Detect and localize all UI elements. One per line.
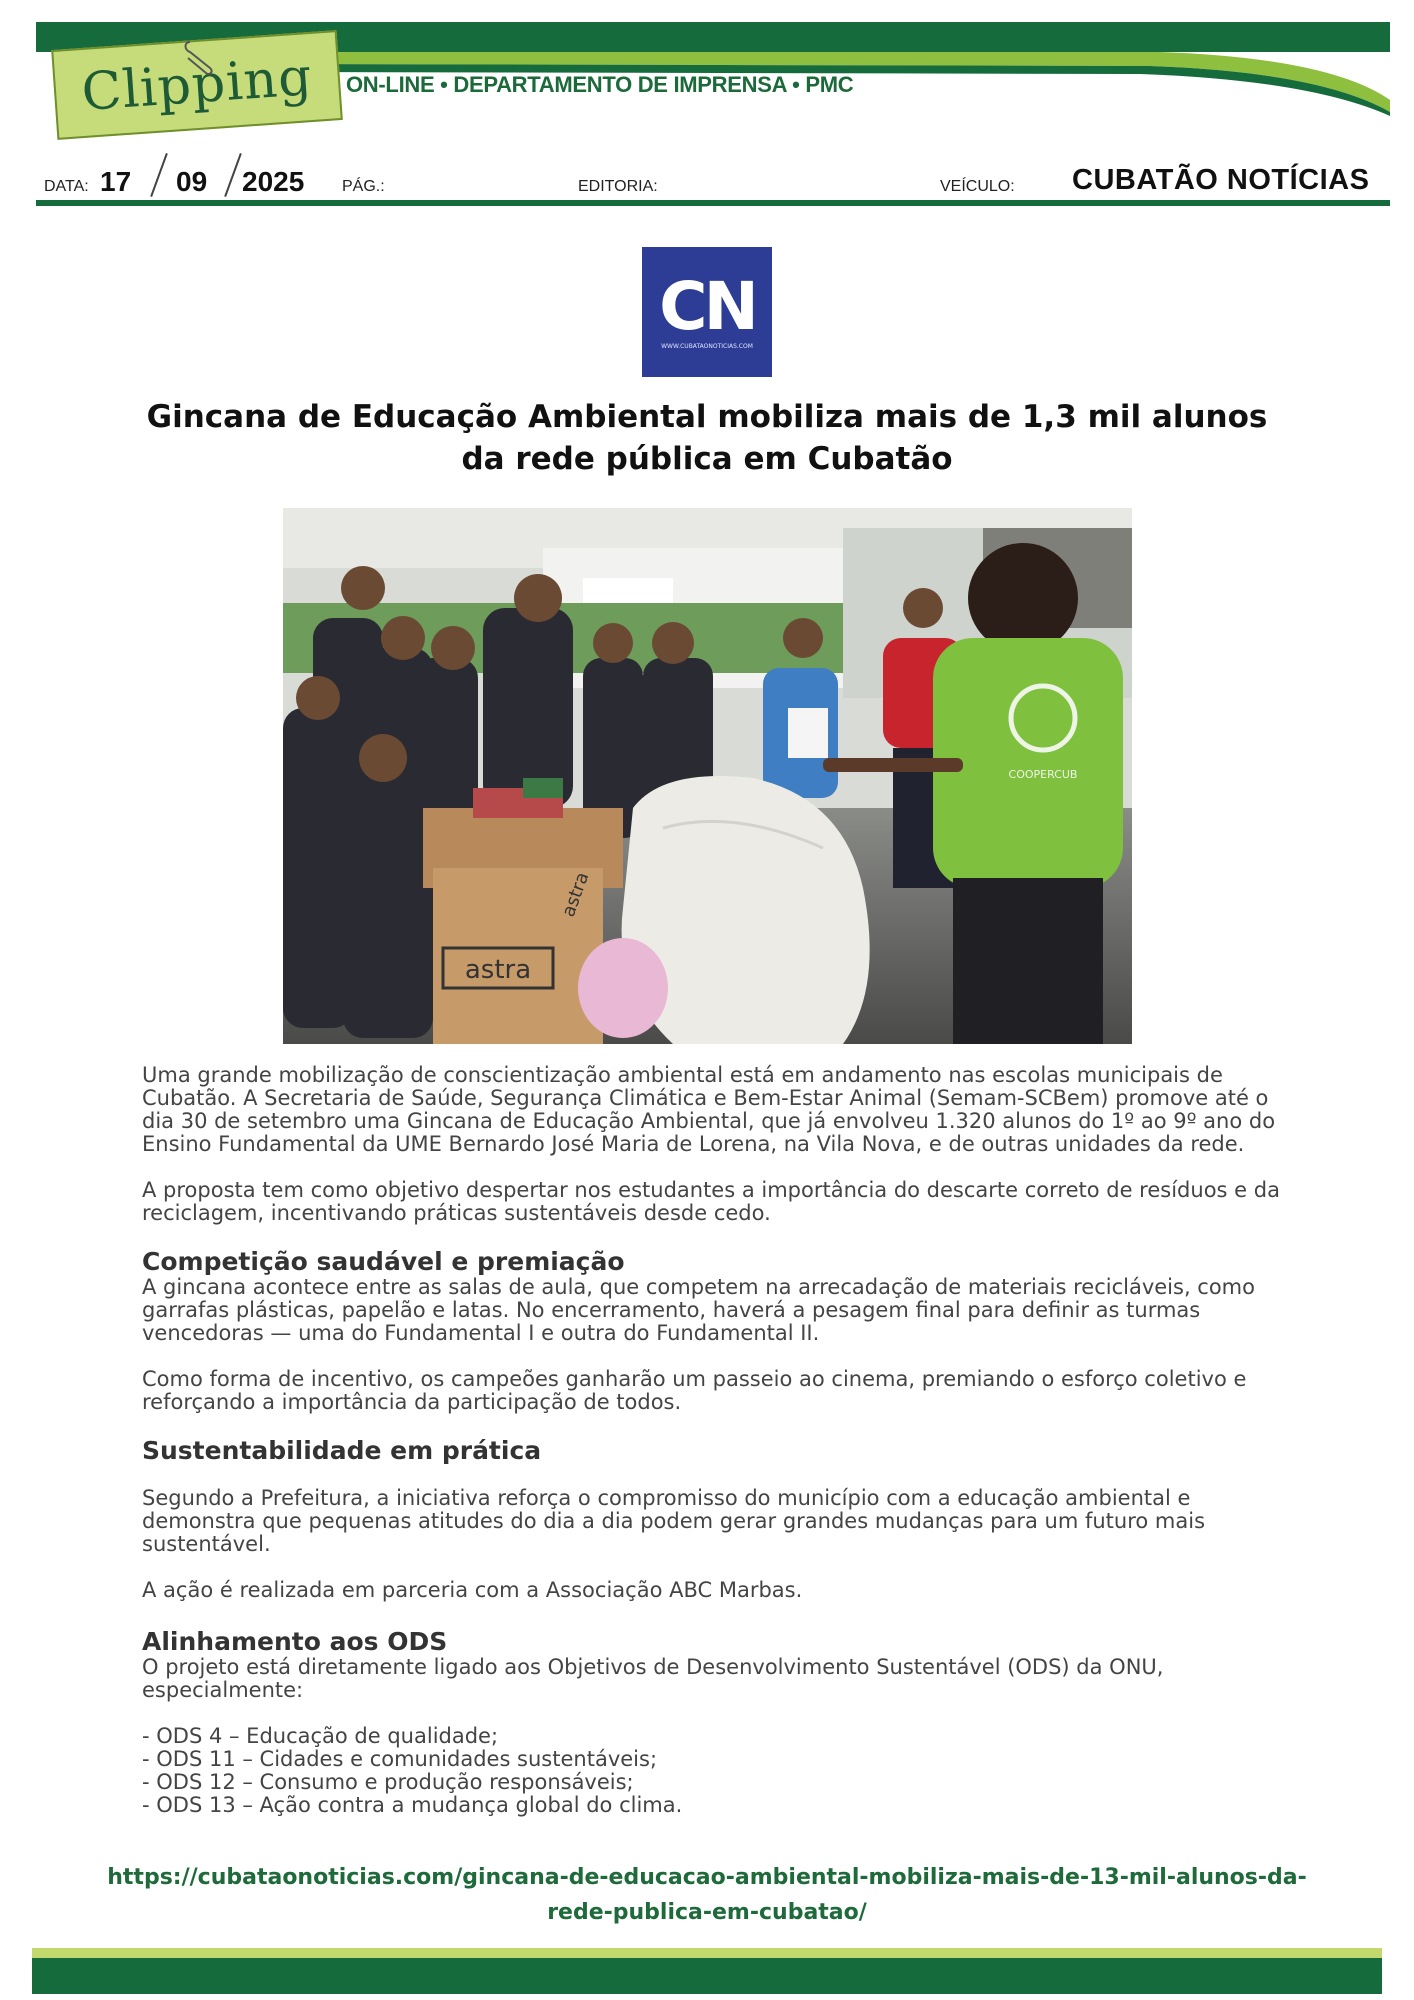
vehicle-label: VEÍCULO: (940, 178, 1015, 195)
paragraph: A gincana acontece entre as salas de aula, que competem na arrecadação de materiais recicláveis, como garrafas plásticas, papelão e latas. No encerramento, haverá a pesagem final para definir as turmas vencedoras — uma do Fundamental I e outra do Fundamental II. (142, 1275, 1255, 1345)
date-day: 17 (100, 166, 132, 197)
cubatao-noticias-logo (642, 247, 772, 377)
ods-list (142, 1725, 1292, 1817)
date-label: DATA: (44, 178, 89, 195)
list-item: - ODS 13 – Ação contra a mudança global do clima. (142, 1793, 683, 1817)
date-year: 2025 (242, 166, 305, 197)
page-label: PÁG.: (342, 178, 385, 195)
header-subtitle: ON-LINE • DEPARTAMENTO DE IMPRENSA • PMC (346, 72, 854, 97)
date-month: 09 (176, 166, 208, 197)
vest-text: COOPERCUB (1008, 768, 1078, 781)
paragraph: Segundo a Prefeitura, a iniciativa reforça o compromisso do município com a educação ambiental e demonstra que pequenas atitudes do dia a dia podem gerar grandes mudanças para um futuro mais sustentável. (142, 1486, 1206, 1556)
box-label: astra (464, 955, 532, 985)
article-title: Gincana de Educação Ambiental mobiliza mais de 1,3 mil alunos da rede pública em Cubatão (146, 399, 1268, 477)
article-photo (283, 508, 1132, 1044)
footer-bar-dark (32, 1958, 1382, 1994)
paragraph: Como forma de incentivo, os campeões ganharão um passeio ao cinema, premiando o esforço coletivo e reforçando a importância da participação de todos. (142, 1367, 1247, 1414)
meta-divider (36, 200, 1390, 206)
section-heading: Alinhamento aos ODS (142, 1627, 448, 1656)
logo-url: WWW.CUBATAONOTICIAS.COM (661, 342, 753, 350)
photo-illustration (283, 508, 1132, 1044)
list-item: - ODS 12 – Consumo e produção responsáveis; (142, 1770, 634, 1794)
section-heading: Sustentabilidade em prática (142, 1436, 542, 1465)
article-body (142, 1064, 1292, 1817)
footer-bar-light (32, 1948, 1382, 1958)
date-separator (150, 153, 168, 197)
clipping-label: Clipping (51, 30, 343, 140)
logo-text: CN (659, 267, 755, 345)
section-heading: Competição saudável e premiação (142, 1247, 625, 1276)
source-link[interactable]: https://cubataonoticias.com/gincana-de-educacao-ambiental-mobiliza-mais-de-13-mil-alunos-da-rede-publica-em-cubatao/ (107, 1865, 1307, 1925)
list-item: - ODS 4 – Educação de qualidade; (142, 1724, 499, 1748)
list-item: - ODS 11 – Cidades e comunidades sustentáveis; (142, 1747, 658, 1771)
paragraph: O projeto está diretamente ligado aos Objetivos de Desenvolvimento Sustentável (ODS) da ONU, especialmente: (142, 1655, 1164, 1702)
box-label: astra (557, 869, 594, 920)
paragraph: A proposta tem como objetivo despertar nos estudantes a importância do descarte correto de resíduos e da reciclagem, incentivando práticas sustentáveis desde cedo. (142, 1178, 1280, 1225)
editoria-label: EDITORIA: (578, 178, 658, 195)
paperclip-icon (180, 38, 220, 78)
date-separator (224, 153, 242, 197)
paragraph: A ação é realizada em parceria com a Associação ABC Marbas. (142, 1578, 803, 1602)
vehicle-name: CUBATÃO NOTÍCIAS (1072, 164, 1370, 196)
paragraph: Uma grande mobilização de conscientização ambiental está em andamento nas escolas municipais de Cubatão. A Secretaria de Saúde, Segurança Climática e Bem-Estar Animal (Semam-SCBem) promove até o dia 30 de setembro uma Gincana de Educação Ambiental, que já envolveu 1.320 alunos do 1º ao 9º ano do Ensino Fundamental da UME Bernardo José Maria de Lorena, na Vila Nova, e de outras unidades da rede. (142, 1063, 1276, 1156)
